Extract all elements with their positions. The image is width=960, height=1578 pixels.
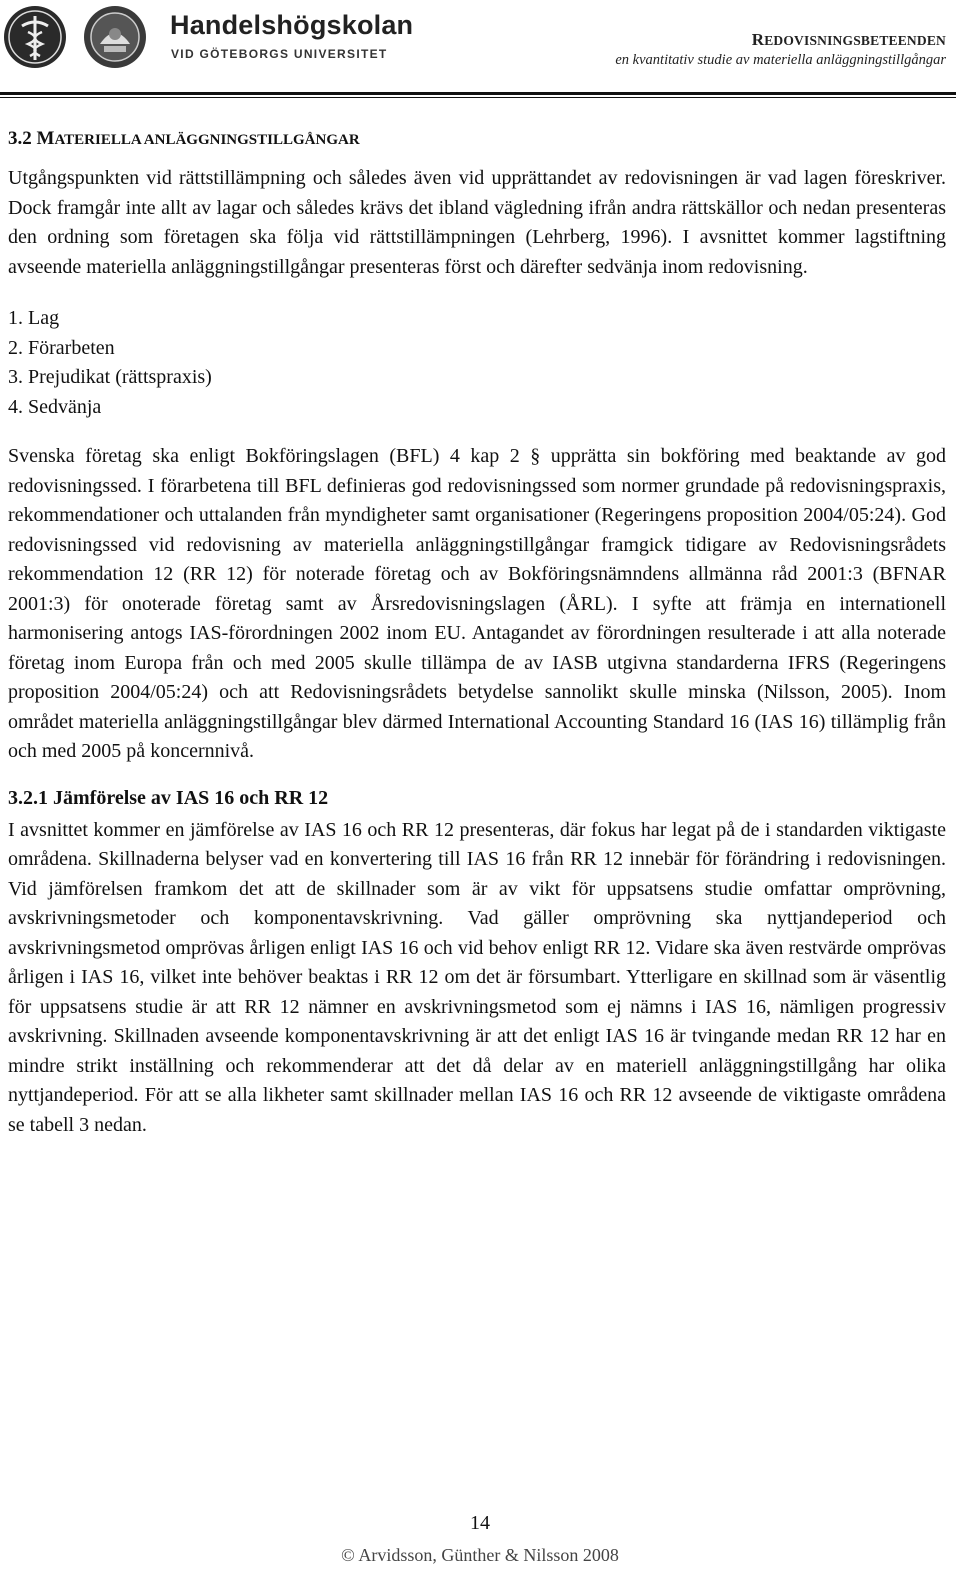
- document-body: [8, 128, 946, 1140]
- copyright-notice: © Arvidsson, Günther & Nilsson 2008: [341, 1545, 619, 1565]
- page-number: 14: [470, 1512, 490, 1534]
- list-item: 3. Prejudikat (rättspraxis): [8, 366, 212, 388]
- legal-sources-list: [8, 304, 946, 422]
- caduceus-emblem-icon: [2, 4, 68, 70]
- page-header: [0, 0, 960, 90]
- section-paragraph-1: Utgångspunkten vid rättstillämpning och således även vid upprättandet av redovisningen är vad lagen föreskriver. Dock framgår inte allt av lagar och således krävs det ibland vägledning ifrån andra rättskällor och nedan presenteras den ordning som företagen ska följa vid rättstillämpningen (Lehrberg, 1996). I avsnittet kommer lagstiftning avseende materiella anläggningstillgångar presenteras först och därefter sedvänja inom redovisning.: [8, 167, 946, 278]
- header-rule-thick: [0, 92, 956, 95]
- subsection-paragraph: I avsnittet kommer en jämförelse av IAS 16 och RR 12 presenteras, där fokus har legat på de i standarden viktigaste områdena. Skillnaderna belyser vad en konvertering till IAS 16 från RR 12 innebär för förändring i redovisningen. Vid jämförelsen framkom det att de skillnader som är av vikt för uppsatsens studie omfattar omprövning, avskrivningsmetoder och komponentavskrivning. Vad gäller omprövning ska nyttjandeperiod och avskrivningsmetod omprövas årligen enligt IAS 16 och vid behov enligt RR 12. Vidare ska även restvärde omprövas årligen i IAS 16, vilket inte behöver beaktas i RR 12 om det är försumbart. Ytterligare en skillnad som är väsentlig för uppsatsens studie är att RR 12 nämner en avskrivningsmetod som ej nämns i IAS 16, nämligen progressiv avskrivning. Skillnaden avseende komponentavskrivning är att det enligt IAS 16 är tvingande medan RR 12 har en mindre strikt inställning och rekommenderar att det då delar av en materiell anläggningstillgång har olika nyttjandeperiod. För att se alla likheter samt skillnader mellan IAS 16 och RR 12 avseende de viktigaste områdena se tabell 3 nedan.: [8, 818, 946, 1136]
- list-item: 1. Lag: [8, 307, 60, 329]
- running-subtitle: en kvantitativ studie av materiella anläggningstillgångar: [615, 52, 946, 68]
- institution-name: Handelshögskolan: [170, 10, 414, 40]
- section-paragraph-2: Svenska företag ska enligt Bokföringslagen (BFL) 4 kap 2 § upprätta sin bokföring med beaktande av god redovisningssed. I förarbetena till BFL definieras god redovisningssed som normer grundade på redovisningspraxis, rekommendationer och uttalanden från myndigheter samt organisationer (Regeringens proposition 2004/05:24). God redovisningssed vid redovisning av materiella anläggningstillgångar framgick tidigare av Redovisningsrådets rekommendation 12 (RR 12) för noterade företag och av Bokföringsnämndens allmänna råd 2001:3 (BFNAR 2001:3) för onoterade företag samt av Årsredovisningslagen (ÅRL). I syfte att främja en internationell harmonisering antogs IAS-förordningen 2002 inom EU. Antagandet av förordningen resulterade i att alla noterade företag inom Europa från och med 2005 skulle tillämpa de av IASB utgivna standarderna IFRS (Regeringens proposition 2004/05:24) och att Redovisningsrådets betydelse sannolikt skulle minska (Nilsson, 2005). Inom området materiella anläggningstillgångar blev därmed International Accounting Standard 16 (IAS 16) tillämplig från och med 2005 på koncernnivå.: [8, 445, 946, 762]
- subsection-heading: 3.2.1 Jämförelse av IAS 16 och RR 12: [8, 786, 329, 809]
- list-item: 4. Sedvänja: [8, 395, 102, 418]
- list-item: 2. Förarbeten: [8, 336, 115, 359]
- section-heading: 3.2 MATERIELLA ANLÄGGNINGSTILLGÅNGAR: [8, 128, 360, 149]
- university-seal-icon: [82, 4, 148, 70]
- running-title: REDOVISNINGSBETEENDEN: [751, 30, 946, 49]
- institution-subtitle: VID GÖTEBORGS UNIVERSITET: [171, 47, 388, 61]
- header-rule-thin: [0, 97, 956, 98]
